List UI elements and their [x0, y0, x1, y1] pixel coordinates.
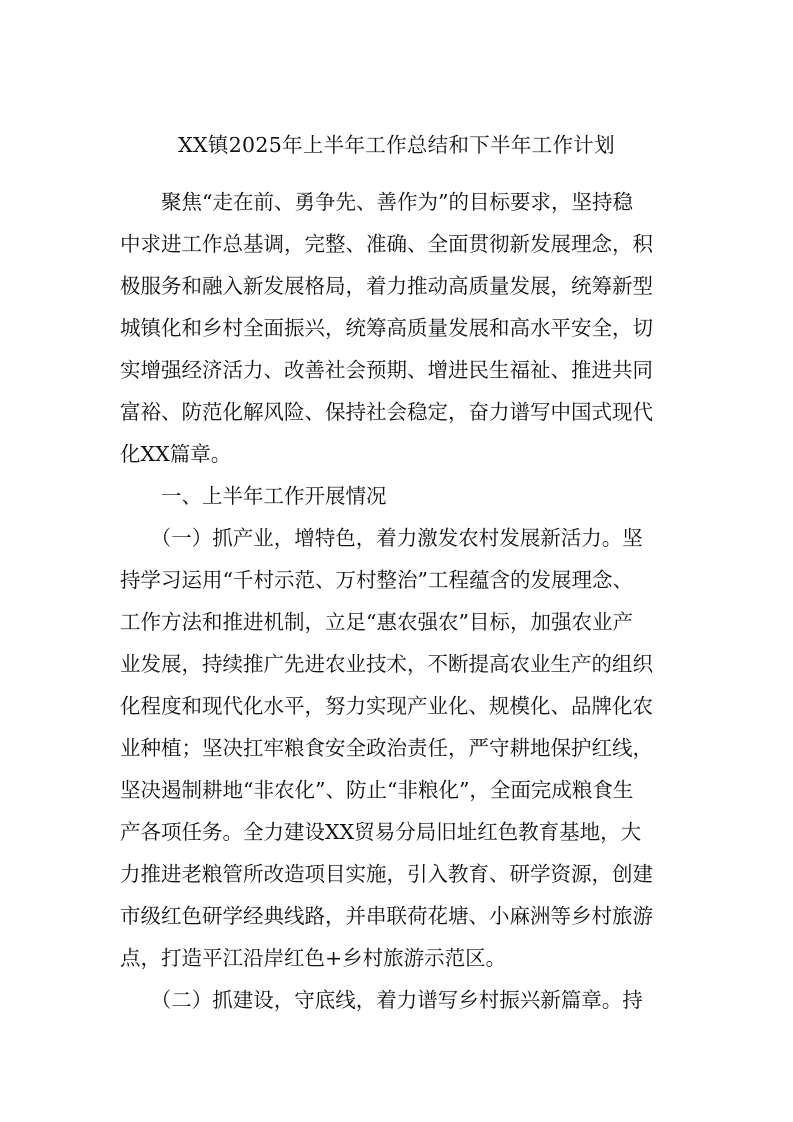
document-title: XX镇2025年上半年工作总结和下半年工作计划 — [178, 133, 615, 157]
body-line-12: 业发展，持续推广先进农业技术，不断提高农业生产的组织 — [120, 652, 653, 676]
body-line-9: （一）抓产业，增特色，着力激发农村发展新活力。坚 — [120, 526, 643, 550]
body-line-2: 中求进工作总基调，完整、准确、全面贯彻新发展理念，积 — [120, 232, 653, 256]
body-line-14: 业种植；坚决扛牢粮食安全政治责任，严守耕地保护红线， — [120, 736, 653, 760]
body-line-13: 化程度和现代化水平，努力实现产业化、规模化、品牌化农 — [120, 694, 653, 718]
body-line-16: 产各项任务。全力建设XX贸易分局旧址红色教育基地，大 — [120, 820, 642, 844]
body-line-5: 实增强经济活力、改善社会预期、增进民生福祉、推进共同 — [120, 358, 653, 382]
body-line-15: 坚决遏制耕地“非农化”、防止“非粮化”，全面完成粮食生 — [120, 778, 634, 802]
body-line-6: 富裕、防范化解风险、保持社会稳定，奋力谱写中国式现代 — [120, 400, 653, 424]
body-line-18: 市级红色研学经典线路，并串联荷花塘、小麻洲等乡村旅游 — [120, 904, 653, 928]
body-line-3: 极服务和融入新发展格局，着力推动高质量发展，统筹新型 — [120, 274, 653, 298]
body-line-1: 聚焦“走在前、勇争先、善作为”的目标要求，坚持稳 — [120, 190, 633, 214]
section-heading-1: 一、上半年工作开展情况 — [120, 484, 387, 508]
body-line-4: 城镇化和乡村全面振兴，统筹高质量发展和高水平安全，切 — [120, 316, 653, 340]
body-line-20: （二）抓建设，守底线，着力谱写乡村振兴新篇章。持 — [120, 988, 643, 1012]
body-line-7: 化XX篇章。 — [120, 442, 232, 466]
body-line-17: 力推进老粮管所改造项目实施，引入教育、研学资源，创建 — [120, 862, 653, 886]
body-line-19: 点，打造平江沿岸红色+乡村旅游示范区。 — [120, 946, 507, 970]
body-line-10: 持学习运用“千村示范、万村整治”工程蕴含的发展理念、 — [120, 568, 633, 592]
body-line-11: 工作方法和推进机制，立足“惠农强农”目标，加强农业产 — [120, 610, 633, 634]
